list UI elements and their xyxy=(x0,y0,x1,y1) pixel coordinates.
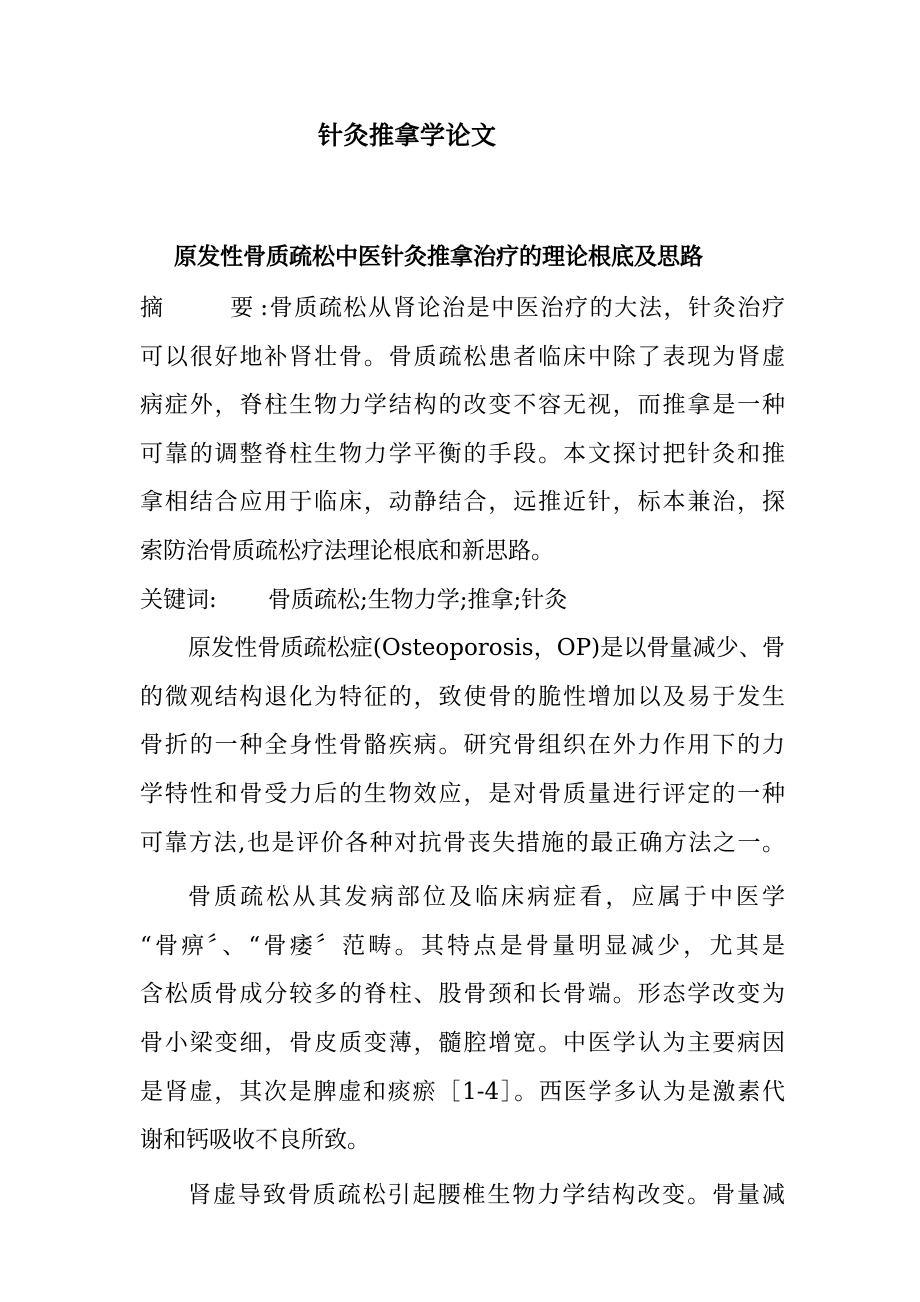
paragraph-2-line: 骨质疏松从其发病部位及临床病症看，应属于中医学 xyxy=(188,884,785,911)
paragraph-1-line: 原发性骨质疏松症(Osteoporosis，OP)是以骨量减少、骨 xyxy=(188,635,785,662)
document-header-title: 针灸推拿学论文 xyxy=(318,121,497,150)
abstract-line-1 xyxy=(140,284,785,333)
paragraph-2-line: 骨小梁变细，骨皮质变薄，髓腔增宽。中医学认为主要病因 xyxy=(140,1029,785,1056)
abstract-line: 索防治骨质疏松疗法理论根底和新思路。 xyxy=(140,537,554,564)
document-body xyxy=(140,284,785,1219)
keywords-value: 骨质疏松;生物力学;推拿;针灸 xyxy=(268,586,568,613)
keywords-label: 关键词: xyxy=(140,586,217,613)
paragraph-1-line: 可靠方法,也是评价各种对抗骨丧失措施的最正确方法之一。 xyxy=(140,829,785,856)
paragraph-2-line: 谢和钙吸收不良所致。 xyxy=(140,1127,370,1154)
abstract-label: 摘 要: xyxy=(140,295,268,321)
paragraph-1-line: 骨折的一种全身性骨骼疾病。研究骨组织在外力作用下的力 xyxy=(140,732,785,759)
abstract-line: 可以很好地补肾壮骨。骨质疏松患者临床中除了表现为肾虚 xyxy=(140,343,785,370)
abstract-line: 可靠的调整脊柱生物力学平衡的手段。本文探讨把针灸和推 xyxy=(140,440,785,467)
paragraph-2-line: 是肾虚，其次是脾虚和痰瘀［1-4］。西医学多认为是激素代 xyxy=(140,1078,785,1105)
keywords-line xyxy=(140,576,785,625)
paragraph-2-line: 含松质骨成分较多的脊柱、股骨颈和长骨端。形态学改变为 xyxy=(140,981,785,1008)
paragraph-1-line: 学特性和骨受力后的生物效应，是对骨质量进行评定的一种 xyxy=(140,780,785,807)
abstract-line: 病症外，脊柱生物力学结构的改变不容无视，而推拿是一种 xyxy=(140,392,785,419)
paragraph-3-line: 肾虚导致骨质疏松引起腰椎生物力学结构改变。骨量减 xyxy=(188,1181,785,1208)
abstract-line: 拿相结合应用于临床，动静结合，远推近针，标本兼治，探 xyxy=(140,489,785,516)
abstract-text: 骨质疏松从肾论治是中医治疗的大法，针灸治疗 xyxy=(268,295,785,321)
paragraph-2-line: “骨痹〞、“骨痿〞范畴。其特点是骨量明显减少，尤其是 xyxy=(140,932,785,959)
paper-title: 原发性骨质疏松中医针灸推拿治疗的理论根底及思路 xyxy=(174,243,703,270)
paragraph-1-line: 的微观结构退化为特征的，致使骨的脆性增加以及易于发生 xyxy=(140,683,785,710)
